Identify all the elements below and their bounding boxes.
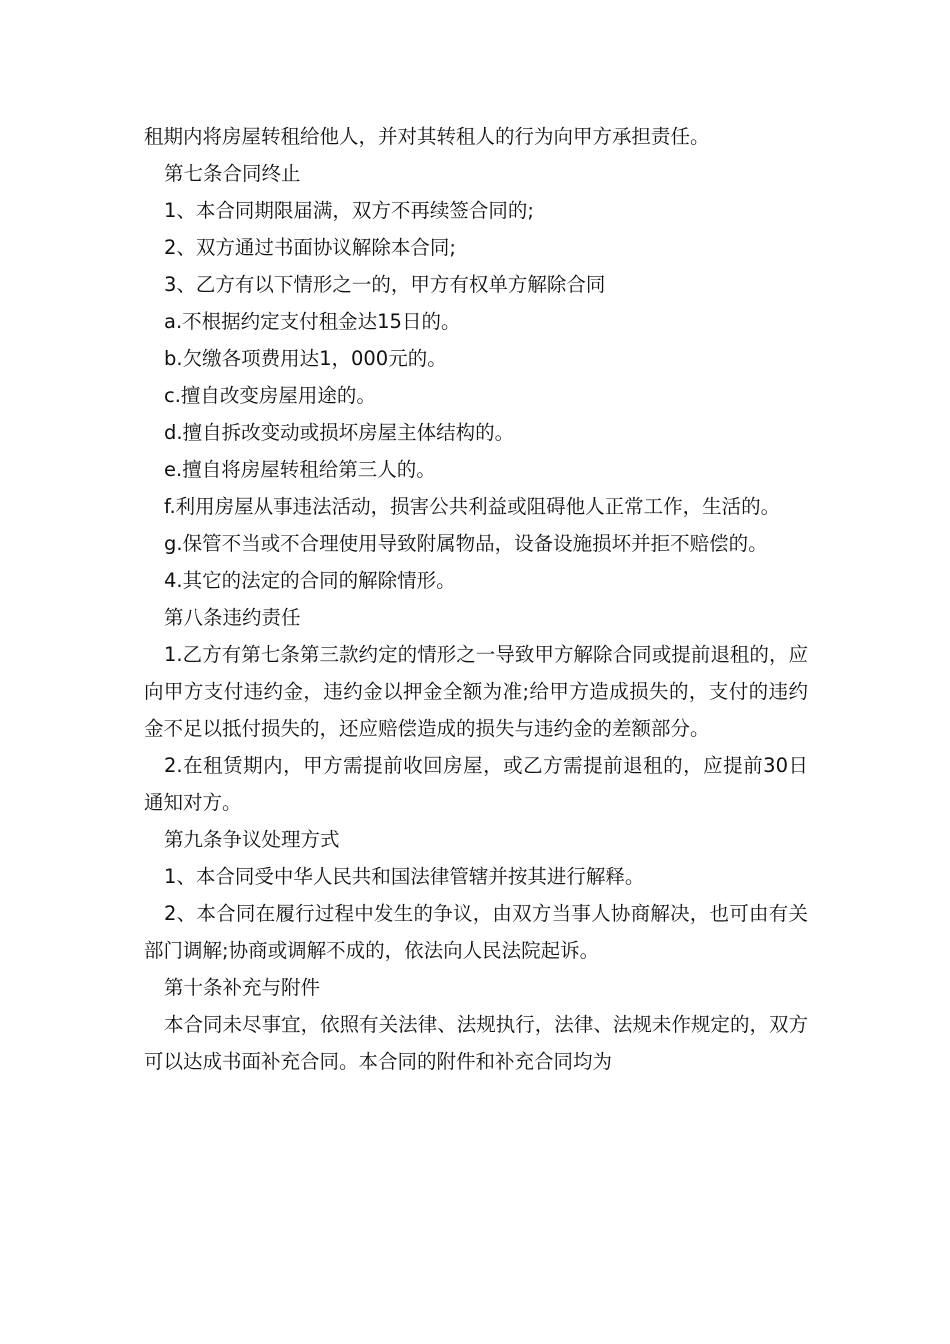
paragraph-item: 1、本合同期限届满，双方不再续签合同的; bbox=[164, 199, 534, 222]
paragraph-item: 1.乙方有第七条第三款约定的情形之一导致甲方解除合同或提前退租的，应向甲方支付违约金，违约金以押金全额为准;给甲方造成损失的，支付的违约金不足以抵付损失的，还应赔偿造成的损失与违约金的差额部分。 bbox=[144, 643, 808, 740]
section-heading-article-9: 第九条争议处理方式 bbox=[164, 828, 340, 851]
document-body bbox=[144, 118, 808, 1080]
paragraph-item: 1、本合同受中华人民共和国法律管辖并按其进行解释。 bbox=[164, 865, 645, 888]
paragraph-subitem: d.擅自拆改变动或损坏房屋主体结构的。 bbox=[164, 421, 515, 444]
paragraph-subitem: f.利用房屋从事违法活动，损害公共利益或阻碍他人正常工作，生活的。 bbox=[164, 495, 781, 518]
paragraph-item: 2、双方通过书面协议解除本合同; bbox=[164, 236, 456, 259]
section-heading-article-10: 第十条补充与附件 bbox=[164, 976, 321, 999]
paragraph-subitem: a.不根据约定支付租金达15日的。 bbox=[164, 310, 461, 333]
paragraph-item: 2.在租赁期内，甲方需提前收回房屋，或乙方需提前退租的，应提前30日通知对方。 bbox=[144, 754, 808, 814]
paragraph-body: 本合同未尽事宜，依照有关法律、法规执行，法律、法规未作规定的，双方可以达成书面补充合同。本合同的附件和补充合同均为 bbox=[144, 1013, 808, 1073]
section-heading-article-8: 第八条违约责任 bbox=[164, 606, 301, 629]
paragraph-subitem: e.擅自将房屋转租给第三人的。 bbox=[164, 458, 436, 481]
paragraph-item: 3、乙方有以下情形之一的，甲方有权单方解除合同 bbox=[164, 273, 606, 296]
paragraph-item: 4.其它的法定的合同的解除情形。 bbox=[164, 569, 456, 592]
paragraph-continuation: 租期内将房屋转租给他人，并对其转租人的行为向甲方承担责任。 bbox=[144, 125, 710, 148]
paragraph-subitem: c.擅自改变房屋用途的。 bbox=[164, 384, 376, 407]
paragraph-subitem: g.保管不当或不合理使用导致附属物品，设备设施损坏并拒不赔偿的。 bbox=[164, 532, 768, 555]
paragraph-item: 2、本合同在履行过程中发生的争议，由双方当事人协商解决，也可由有关部门调解;协商或调解不成的，依法向人民法院起诉。 bbox=[144, 902, 808, 962]
section-heading-article-7: 第七条合同终止 bbox=[164, 162, 301, 185]
paragraph-subitem: b.欠缴各项费用达1，000元的。 bbox=[164, 347, 447, 370]
